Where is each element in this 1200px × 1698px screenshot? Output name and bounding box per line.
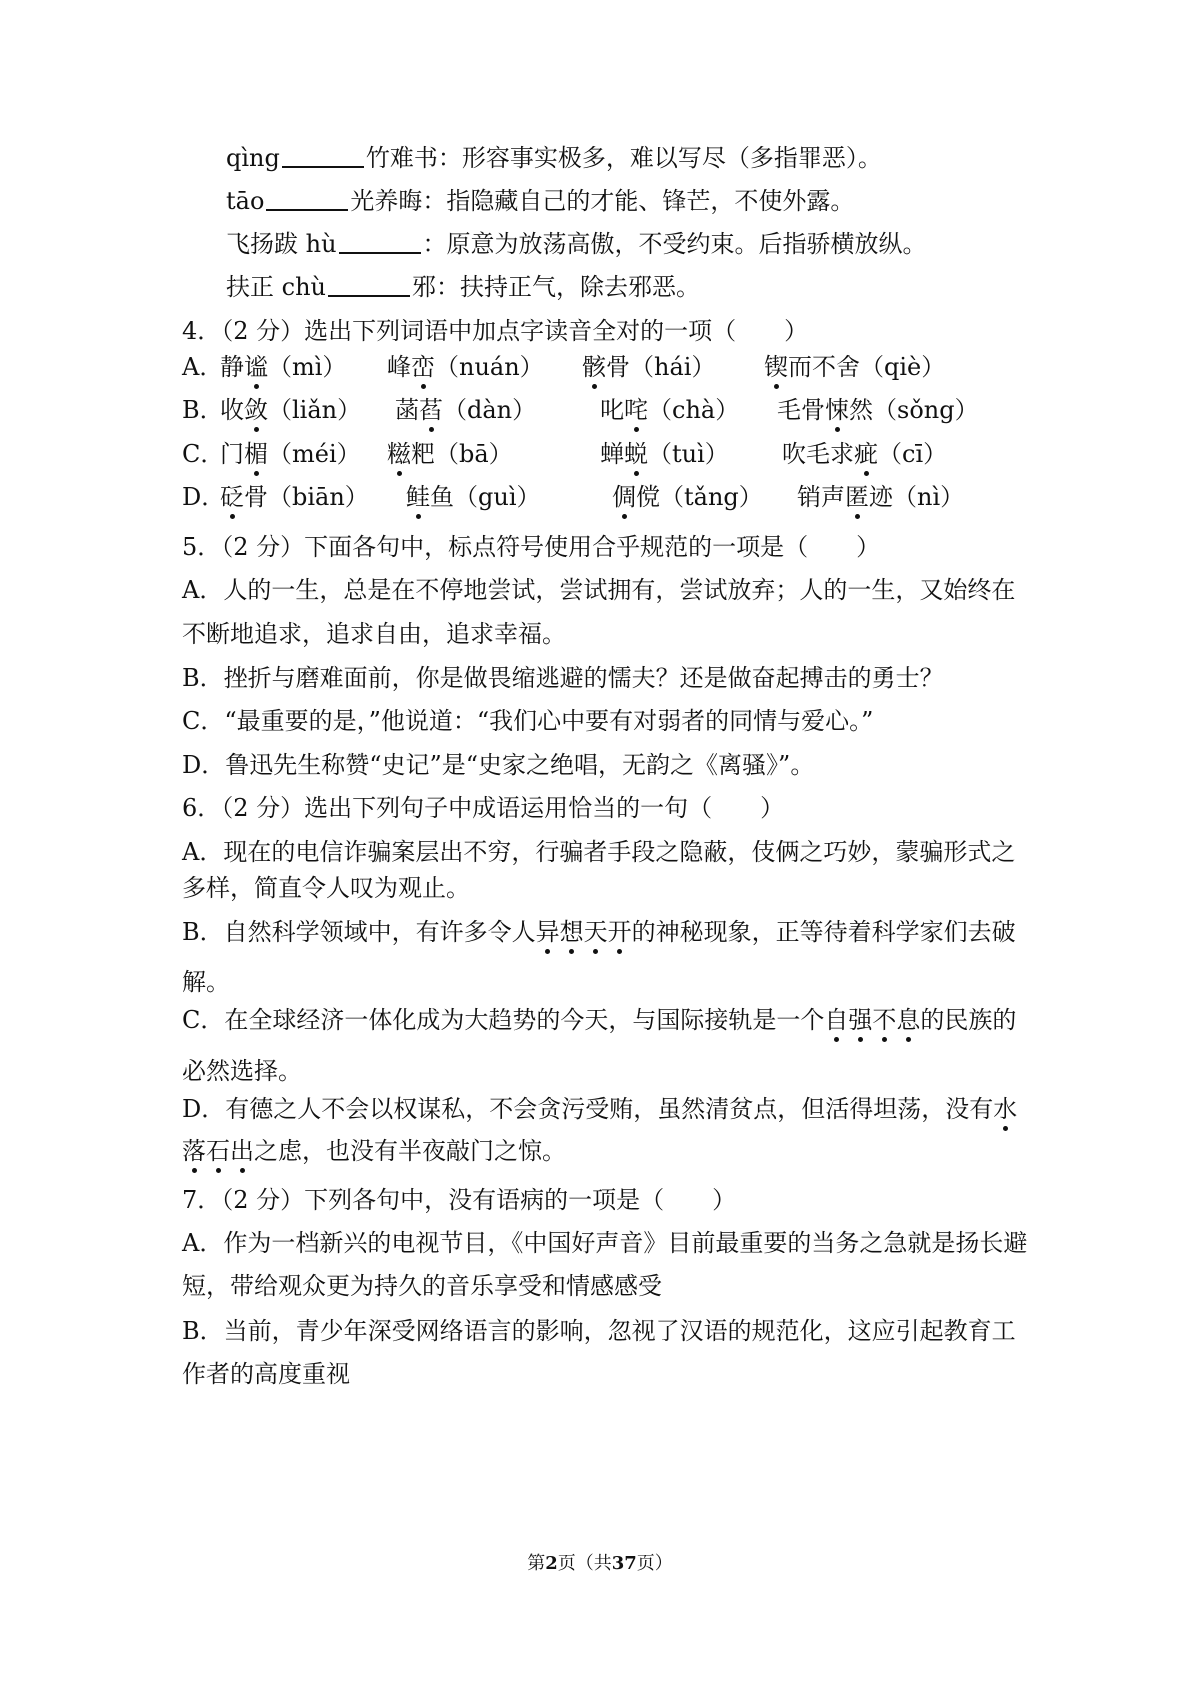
- dotted-char: 不: [872, 1006, 897, 1034]
- question-6-option-b[interactable]: B．自然科学领域中，有许多令人异想天开的神秘现象，正等待着科学家们去破: [182, 918, 1016, 946]
- option-word: 骸骨（hái）: [582, 353, 716, 381]
- question-4-option-c[interactable]: [182, 438, 1022, 470]
- option-word: 锲而不舍（qiè）: [764, 353, 946, 381]
- answer-blank[interactable]: [282, 142, 364, 168]
- answer-blank[interactable]: [339, 228, 421, 254]
- question-5-option-a[interactable]: A．人的一生，总是在不停地尝试，尝试拥有，尝试放弃；人的一生，又始终在: [182, 576, 1016, 604]
- question-6-option-b-cont: 解。: [182, 968, 230, 996]
- idiom-definition: ：原意为放荡高傲，不受约束。后指骄横放纵。: [422, 230, 927, 258]
- option-word: 糍粑（bā）: [387, 440, 513, 468]
- total-pages: 37: [611, 1553, 637, 1574]
- option-word: 峰峦（nuán）: [387, 353, 544, 381]
- dotted-char: 疵: [854, 440, 878, 468]
- dotted-char: 开: [607, 918, 632, 946]
- dotted-phrase: [536, 918, 632, 946]
- question-6-option-c[interactable]: C．在全球经济一体化成为大趋势的今天，与国际接轨是一个自强不息的民族的: [182, 1006, 1017, 1034]
- dotted-char: 自: [824, 1006, 849, 1034]
- idiom-line: [226, 271, 700, 303]
- dotted-phrase: [824, 1006, 920, 1034]
- pinyin-prompt: 飞扬跋 hù: [226, 230, 337, 258]
- option-label: C．: [182, 440, 225, 468]
- option-word: 叱咤（chà）: [600, 396, 740, 424]
- dotted-char: 锲: [764, 353, 788, 381]
- dotted-char: 水: [993, 1095, 1018, 1123]
- idiom-line: [226, 228, 927, 260]
- question-7-option-b-cont: 作者的高度重视: [182, 1360, 350, 1388]
- dotted-char: 骸: [582, 353, 606, 381]
- option-word: 毛骨悚然（sǒng）: [777, 396, 979, 424]
- dotted-char: 息: [896, 1006, 921, 1034]
- dotted-char: 石: [206, 1137, 230, 1165]
- question-5-stem: 5．（2 分）下面各句中，标点符号使用合乎规范的一项是（ ）: [182, 533, 881, 561]
- option-label: D．: [182, 483, 226, 511]
- question-6-option-c-cont: 必然选择。: [182, 1057, 302, 1085]
- question-7-option-a[interactable]: A．作为一档新兴的电视节目，《中国好声音》目前最重要的当务之急就是扬长避: [182, 1229, 1028, 1257]
- option-word: 倜傥（tǎng）: [612, 483, 763, 511]
- idiom-line: [226, 142, 882, 174]
- dotted-phrase: [182, 1137, 254, 1165]
- dotted-char: 异: [535, 918, 560, 946]
- idiom-line: [226, 185, 854, 217]
- idiom-definition: 竹难书：形容事实极多，难以写尽（多指罪恶）。: [365, 144, 882, 172]
- option-word: 蝉蜕（tuì）: [600, 440, 729, 468]
- question-5-option-c[interactable]: C．“最重要的是，”他说道：“我们心中要有对弱者的同情与爱心。”: [182, 707, 874, 735]
- answer-blank[interactable]: [328, 271, 410, 297]
- dotted-char: 鲑: [406, 483, 430, 511]
- page-footer: 第2页（共37页）: [527, 1553, 673, 1574]
- dotted-char: 砭: [220, 483, 244, 511]
- option-word: 吹毛求疵（cī）: [782, 440, 948, 468]
- dotted-char: 萏: [419, 396, 443, 424]
- dotted-char: 出: [230, 1137, 254, 1165]
- dotted-char: 落: [182, 1137, 206, 1165]
- question-6-option-a-cont: 多样，简直令人叹为观止。: [182, 874, 470, 902]
- question-6-stem: 6．（2 分）选出下列句子中成语运用恰当的一句（ ）: [182, 794, 785, 822]
- dotted-char: 谧: [244, 353, 268, 381]
- pinyin-prompt: tāo: [226, 187, 265, 215]
- dotted-char: 倜: [612, 483, 636, 511]
- question-4-option-b[interactable]: [182, 394, 1022, 426]
- question-4-option-d[interactable]: [182, 481, 1022, 513]
- dotted-char: 咤: [624, 396, 648, 424]
- option-word: 收敛（liǎn）: [220, 396, 362, 424]
- dotted-char: 天: [583, 918, 608, 946]
- dotted-char: 强: [848, 1006, 873, 1034]
- idiom-definition: 邪：扶持正气，除去邪恶。: [411, 273, 700, 301]
- dotted-char: 楣: [244, 440, 268, 468]
- question-6-option-a[interactable]: A．现在的电信诈骗案层出不穷，行骗者手段之隐蔽，伎俩之巧妙，蒙骗形式之: [182, 838, 1016, 866]
- answer-blank[interactable]: [266, 185, 348, 211]
- dotted-char: 敛: [244, 396, 268, 424]
- dotted-char: 蜕: [624, 440, 648, 468]
- option-word: 销声匿迹（nì）: [797, 483, 965, 511]
- pinyin-prompt: 扶正 chù: [226, 273, 326, 301]
- dotted-phrase: [993, 1095, 1017, 1123]
- question-4-stem: 4．（2 分）选出下列词语中加点字读音全对的一项（ ）: [182, 317, 809, 345]
- dotted-char: 想: [559, 918, 584, 946]
- question-7-option-a-cont: 短，带给观众更为持久的音乐享受和情感感受: [182, 1272, 662, 1300]
- question-5-option-a-cont: 不断地追求，追求自由，追求幸福。: [182, 620, 566, 648]
- question-5-option-d[interactable]: D．鲁迅先生称赞“史记”是“史家之绝唱，无韵之《离骚》”。: [182, 751, 815, 779]
- dotted-char: 峦: [411, 353, 435, 381]
- dotted-char: 匿: [845, 483, 869, 511]
- question-4-option-a[interactable]: [182, 351, 1022, 383]
- pinyin-prompt: qìng: [226, 144, 280, 172]
- option-word: 鲑鱼（guì）: [406, 483, 541, 511]
- question-7-option-b[interactable]: B．当前，青少年深受网络语言的影响，忽视了汉语的规范化，这应引起教育工: [182, 1317, 1016, 1345]
- question-7-stem: 7．（2 分）下列各句中，没有语病的一项是（ ）: [182, 1186, 737, 1214]
- dotted-char: 悚: [825, 396, 849, 424]
- question-6-option-d-cont: 落石出之虑，也没有半夜敲门之惊。: [182, 1137, 566, 1165]
- dotted-char: 糍: [387, 440, 411, 468]
- option-label: B．: [182, 396, 224, 424]
- option-word: 菡萏（dàn）: [395, 396, 537, 424]
- option-word: 静谧（mì）: [220, 353, 347, 381]
- option-word: 砭骨（biān）: [220, 483, 369, 511]
- option-word: 门楣（méi）: [220, 440, 361, 468]
- question-6-option-d[interactable]: D．有德之人不会以权谋私，不会贪污受贿，虽然清贫点，但活得坦荡，没有水: [182, 1095, 1018, 1123]
- option-label: A．: [182, 353, 224, 381]
- page-number: 2: [545, 1553, 558, 1574]
- idiom-definition: 光养晦：指隐藏自己的才能、锋芒，不使外露。: [350, 187, 855, 215]
- question-5-option-b[interactable]: B．挫折与磨难面前，你是做畏缩逃避的懦夫？还是做奋起搏击的勇士？: [182, 664, 944, 692]
